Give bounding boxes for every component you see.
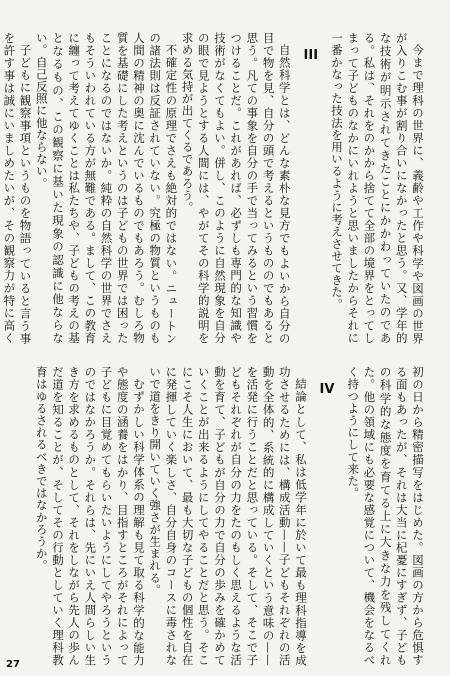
page-number: 27 (6, 659, 20, 670)
section-heading-iii: III (303, 48, 319, 63)
paragraph: 初の日から精密描写をはじめた。図画の方から危惧する面もあったが、それは大当に杞憂にすぎず、子どもの科学的な態度を育てる上に大きな力を残してくれた。他の領域にも必要な感覚について、機会をなるべく持つようにして来た。 (346, 366, 425, 666)
bottom-text-block (14, 366, 426, 666)
paragraph: 不確定性の原理でさえも絶対的ではない。ニュートンの諸法則は反証されていない。究極の物質というものも人間の精神の奥に沈んでいるものでもあろう。むしろ物質を基礎にした考えというのは子どもの世界では困ったことになるのではないか。純粋の自然科学の世界でさえもそういわれている方が無難である。まして、この教育に纏って考えてゆくことは私たちや、子どもの考えの基となるもの、この観察に基いた現象の認識に他ならない。自己反照に他ならない。 (34, 32, 179, 344)
paragraph: 自然科学とは、どんな素朴な見方でもよいから自分の目で物を見、自分の頭で考えるというもののでもあると思う。凡ての事象を自分の手で当ってみるという習慣をつけることだ。これがあれば、必ずしも専門的な知識や技術がなくてもよい。併し、このように自然現象を自分の眼で見ようとする人間には、やがてその科学的説明を求める気持が出てくるであろう。 (180, 32, 292, 344)
paragraph: 結論として、私は低学年に於いて最も理科指導を成功させるためには、構成活動——子どもそれぞれの活動を全体的、系統的に構成していくという意味の——を活発に行うことだと思っている。そして、そこで子どもそれぞれが自分の力をたのもしく思えるような活動を育て、子どもが自分の力で自分の歩みを確かめていくことが出来るようにしてやることだと思う。そこにこそ人生において、最も大切な子どもの個性を自在に発揮していく楽しさ、自分自身のコースに毒されないで道をきり開いていく強さが生まれる。 (148, 366, 308, 666)
section-heading-iv: IV (319, 382, 335, 397)
paragraph: 子どもに観察事項というものを物語っていると言う事を許す事は誠にいましめたいが、その観察力が特に高く (2, 32, 33, 344)
paragraph: 今まで理科の世界に、義齢や工作や科学や図画の世界が入りこむ事が割り合いになかったと思う。又、学年的な技術が明示されてきたことにかかわっていたのである。私は、それをのかから捨てて全部の境界をとってしまって子どものなかにいれようと思いましたからそれに一番かなった技法を用いるように考えさせてきた。 (329, 32, 425, 344)
paragraph: むずかしい科学体系の理解も見て取る科学的な能力や態度の涵養をはかり、目指すところがそれによって子どもに目覚めてもらいたいようにしてやろうというのではなかろうか。それらは、先にいえ人間らしい生き方を求めるものとして、それをしながら先人の歩んだ道を知ることが、そしてその行動としていく理科教育はゆるされるべきではなかろうか。 (34, 366, 146, 666)
section-divider (24, 355, 426, 356)
top-text-block (2, 32, 426, 344)
